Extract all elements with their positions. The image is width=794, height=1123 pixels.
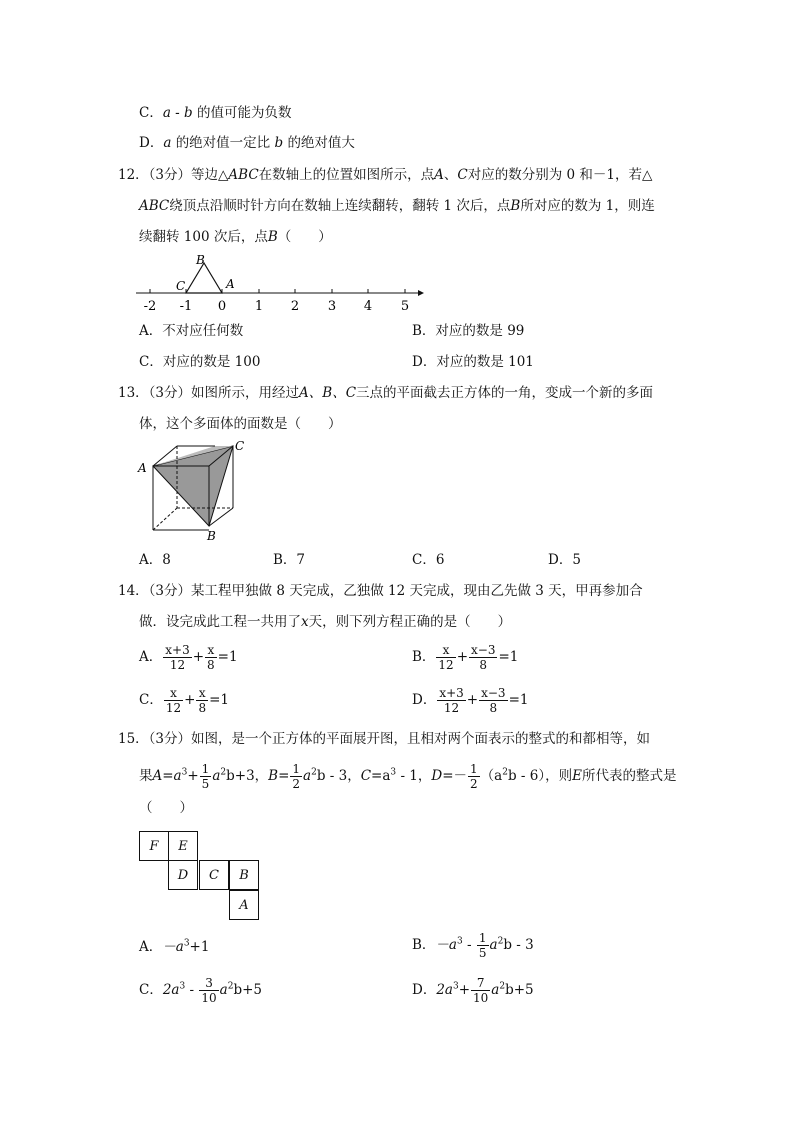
stem-text: 果 xyxy=(139,768,153,784)
question-number: 13．（3分） xyxy=(118,385,192,401)
expression: b+5 xyxy=(505,982,534,998)
variable: A xyxy=(434,167,444,183)
option-label: A． xyxy=(139,323,163,339)
operator: + xyxy=(458,982,471,998)
variable: a xyxy=(163,135,172,151)
option-text: 对应的数是 101 xyxy=(436,354,534,370)
expression: －a xyxy=(435,937,457,953)
option-label: D． xyxy=(412,354,437,370)
variable: E xyxy=(572,768,582,784)
q13-stem-line2 xyxy=(139,414,342,434)
stem-text: 绕顶点沿顺时针方向在数轴上连续翻转，翻转 1 次后，点 xyxy=(169,198,511,214)
denominator: 2 xyxy=(292,777,301,791)
option-text: 8 xyxy=(162,552,171,568)
option-label: C． xyxy=(139,982,163,998)
fraction xyxy=(468,762,480,791)
exponent: 3 xyxy=(183,938,190,949)
option-label: A． xyxy=(139,552,163,568)
fraction xyxy=(163,643,191,672)
option-text: 的绝对值大 xyxy=(287,135,355,151)
q15-option-b[interactable] xyxy=(412,931,534,960)
fraction xyxy=(205,643,217,672)
expression: b+3， xyxy=(226,768,269,784)
q12-stem-line1 xyxy=(118,165,652,185)
option-text: 6 xyxy=(435,552,445,568)
exponent: 3 xyxy=(452,981,459,992)
operator: - xyxy=(185,982,199,998)
question-number: 14．（3分） xyxy=(118,583,192,599)
equation-rhs: =1 xyxy=(508,692,529,708)
expression: a xyxy=(219,982,228,998)
denominator: 12 xyxy=(169,658,186,672)
tick-label: 1 xyxy=(254,299,264,314)
question-number: 15．（3分） xyxy=(118,731,192,747)
denominator: 8 xyxy=(207,658,215,672)
q15-option-d[interactable] xyxy=(412,976,534,1005)
answer-blank: （ ） xyxy=(277,229,332,245)
q13-option-c[interactable] xyxy=(412,550,444,570)
arrow-icon xyxy=(418,290,424,296)
q14-stem-line2 xyxy=(139,612,511,632)
variable: C xyxy=(457,167,468,183)
exponent: 2 xyxy=(227,981,234,992)
expression: a - b xyxy=(162,105,193,121)
option-label: B． xyxy=(412,937,436,953)
net-face-b: B xyxy=(229,860,259,890)
numerator: x−3 xyxy=(481,686,506,700)
expression: b - 3， xyxy=(316,768,361,784)
expression: - 1， xyxy=(396,768,432,784)
option-label: A． xyxy=(139,939,163,955)
vertex-label-c: C xyxy=(176,279,186,293)
stem-text: 、 xyxy=(443,167,458,183)
variable: ABC xyxy=(228,167,259,183)
cut-triangle xyxy=(153,446,233,526)
expression: b - 6），则 xyxy=(507,768,573,784)
numerator: x−3 xyxy=(471,643,496,657)
q15-stem-line2 xyxy=(139,762,676,791)
q12-option-b[interactable] xyxy=(412,321,524,341)
tick-labels xyxy=(144,299,409,314)
net-face-e: E xyxy=(168,831,198,861)
vertex-label-a: A xyxy=(138,461,147,475)
cube-figure xyxy=(135,436,255,544)
q11-option-d xyxy=(139,133,355,153)
expression: b - 3 xyxy=(503,937,534,953)
exponent: 3 xyxy=(181,767,188,778)
fraction xyxy=(164,686,183,715)
option-label: B． xyxy=(412,323,436,339)
exponent: 3 xyxy=(456,936,463,947)
tick-label: 0 xyxy=(217,299,227,314)
stem-text: 如图，是一个正方体的平面展开图，且相对两个面表示的整式的和都相等，如 xyxy=(191,731,651,747)
expression: （a xyxy=(480,768,503,784)
question-number: 12．（3分） xyxy=(118,167,192,183)
numerator: 1 xyxy=(470,762,478,776)
option-text: 7 xyxy=(296,552,306,568)
option-label: B． xyxy=(273,552,297,568)
numerator: 1 xyxy=(201,762,210,776)
stem-text: 做．设完成此工程一共用了 xyxy=(139,614,301,630)
equation-rhs: =1 xyxy=(209,692,229,708)
variable: C xyxy=(360,768,372,784)
denominator: 10 xyxy=(473,991,489,1005)
option-text: 不对应任何数 xyxy=(162,323,244,339)
hidden-edge xyxy=(153,508,177,530)
option-text: 对应的数是 99 xyxy=(435,323,525,339)
fraction xyxy=(471,976,490,1005)
stem-text: 如图所示，用经过 xyxy=(191,385,300,401)
numerator: x+3 xyxy=(165,643,190,657)
variable: ABC xyxy=(139,198,170,214)
option-label: D． xyxy=(139,135,164,151)
variable: B xyxy=(267,229,278,245)
numerator: 1 xyxy=(292,762,301,776)
q14-option-d[interactable] xyxy=(412,686,528,715)
equation-rhs: =1 xyxy=(217,649,238,665)
exponent: 2 xyxy=(502,767,508,778)
net-face-a: A xyxy=(229,890,259,920)
vertex-label-b: B xyxy=(207,529,216,543)
denominator: 8 xyxy=(479,658,488,672)
q14-stem-line1 xyxy=(118,581,643,601)
q13-option-b[interactable] xyxy=(273,550,305,570)
tick-label: -2 xyxy=(143,299,157,314)
vertex-label-b: B xyxy=(196,253,205,267)
stem-text: 所代表的整式是 xyxy=(581,768,677,784)
expression: a xyxy=(489,937,498,953)
exponent: 2 xyxy=(311,767,317,778)
q14-option-c[interactable] xyxy=(139,686,229,715)
fraction xyxy=(199,976,218,1005)
option-text: 对应的数是 100 xyxy=(162,354,261,370)
vertex-label-c: C xyxy=(235,439,245,453)
expression: =a xyxy=(371,768,391,784)
variable: B xyxy=(268,768,279,784)
option-label: C． xyxy=(139,105,163,121)
expression: a xyxy=(212,768,221,784)
tick-label: 3 xyxy=(327,299,337,314)
q13-stem-line1 xyxy=(118,383,653,403)
fraction xyxy=(469,643,497,672)
denominator: 12 xyxy=(165,701,182,715)
stem-text: 对应的数分别为 0 和－1，若△ xyxy=(467,167,653,183)
expression: a xyxy=(491,982,500,998)
operator: - xyxy=(462,937,476,953)
expression: b+5 xyxy=(233,982,262,998)
exponent: 2 xyxy=(497,936,504,947)
denominator: 10 xyxy=(201,991,217,1005)
answer-blank: （ ） xyxy=(139,800,193,816)
denominator: 5 xyxy=(478,946,487,960)
q13-option-d[interactable] xyxy=(548,550,581,570)
variable: x xyxy=(301,614,309,630)
net-face-c: C xyxy=(199,860,229,890)
option-label: A． xyxy=(139,649,163,665)
numerator: 1 xyxy=(478,931,487,945)
stem-text: 某工程甲独做 8 天完成，乙独做 12 天完成，现由乙先做 3 天，甲再参加合 xyxy=(191,583,643,599)
operator: + xyxy=(184,692,196,708)
option-label: B． xyxy=(412,649,436,665)
expression: 2a xyxy=(436,982,453,998)
option-text: 的绝对值一定比 xyxy=(175,135,271,151)
variable: D xyxy=(431,768,443,784)
exponent: 2 xyxy=(499,981,506,992)
operator: + xyxy=(187,768,199,784)
tick-label: 4 xyxy=(363,299,373,314)
q15-stem-line3 xyxy=(139,798,193,818)
equation-rhs: =1 xyxy=(498,649,519,665)
tick-label: 2 xyxy=(290,299,300,314)
variable: B xyxy=(510,198,521,214)
operator: + xyxy=(456,649,469,665)
stem-text: 所对应的数为 1，则连 xyxy=(520,198,655,214)
denominator: 2 xyxy=(470,777,478,791)
tick-label: 5 xyxy=(400,299,410,314)
numerator: x xyxy=(436,643,455,658)
q12-stem-line2 xyxy=(139,196,655,216)
fraction xyxy=(479,686,507,715)
q12-stem-line3 xyxy=(139,227,332,247)
q14-option-b[interactable] xyxy=(412,643,518,672)
operator: + xyxy=(192,649,205,665)
q12-option-c[interactable] xyxy=(139,352,260,372)
q12-option-d[interactable] xyxy=(412,352,534,372)
operator: =－ xyxy=(442,768,468,784)
operator: = xyxy=(278,768,290,784)
denominator: 8 xyxy=(198,701,207,715)
variable: A xyxy=(152,768,163,784)
net-face-d: D xyxy=(168,860,198,890)
fraction xyxy=(196,686,208,715)
vertex-label-a: A xyxy=(226,277,235,291)
numerator: 3 xyxy=(199,976,218,991)
variable: b xyxy=(274,135,284,151)
option-label: C． xyxy=(139,692,163,708)
numerator: x xyxy=(164,686,183,701)
q11-option-c xyxy=(139,103,291,123)
operator: + xyxy=(466,692,479,708)
denominator: 12 xyxy=(438,658,454,672)
expression: －a xyxy=(162,939,184,955)
option-label: D． xyxy=(412,692,437,708)
fraction xyxy=(437,686,465,715)
q15-option-c[interactable] xyxy=(139,976,262,1005)
stem-text: 等边△ xyxy=(191,167,229,183)
numerator: x+3 xyxy=(439,686,464,700)
tick-label: -1 xyxy=(179,299,193,314)
option-label: C． xyxy=(412,552,436,568)
variable: A、B、C xyxy=(299,385,357,401)
q15-option-a[interactable] xyxy=(139,937,209,957)
stem-text: 体，这个多面体的面数是（ ） xyxy=(139,416,342,432)
number-line-figure xyxy=(130,250,430,314)
fraction xyxy=(477,931,489,960)
stem-text: 天，则下列方程正确的是（ ） xyxy=(308,614,512,630)
fraction xyxy=(290,762,302,791)
option-text: 的值可能为负数 xyxy=(196,105,292,121)
expression: +1 xyxy=(189,939,210,955)
q14-option-a[interactable] xyxy=(139,643,238,672)
q15-stem-line1 xyxy=(118,729,650,749)
expression: a xyxy=(303,768,312,784)
denominator: 5 xyxy=(201,777,210,791)
stem-text: 三点的平面截去正方体的一角，变成一个新的多面 xyxy=(356,385,654,401)
denominator: 12 xyxy=(443,701,460,715)
fraction xyxy=(436,643,455,672)
option-label: D． xyxy=(412,982,437,998)
stem-text: 在数轴上的位置如图所示，点 xyxy=(258,167,435,183)
numerator: x xyxy=(196,686,208,701)
cube-net-figure xyxy=(139,831,261,923)
numerator: x xyxy=(205,643,217,658)
exponent: 3 xyxy=(179,981,186,992)
triangle-abc xyxy=(186,263,222,293)
numerator: 7 xyxy=(471,976,490,991)
q12-option-a[interactable] xyxy=(139,321,243,341)
expression: =a xyxy=(162,768,182,784)
net-face-f: F xyxy=(139,831,169,861)
exponent: 2 xyxy=(220,767,227,778)
q13-option-a[interactable] xyxy=(139,550,171,570)
expression: 2a xyxy=(162,982,180,998)
option-label: D． xyxy=(548,552,573,568)
option-text: 5 xyxy=(572,552,581,568)
option-label: C． xyxy=(139,354,163,370)
stem-text: 续翻转 100 次后，点 xyxy=(139,229,268,245)
fraction xyxy=(200,762,212,791)
denominator: 8 xyxy=(489,701,498,715)
exponent: 3 xyxy=(390,767,397,778)
